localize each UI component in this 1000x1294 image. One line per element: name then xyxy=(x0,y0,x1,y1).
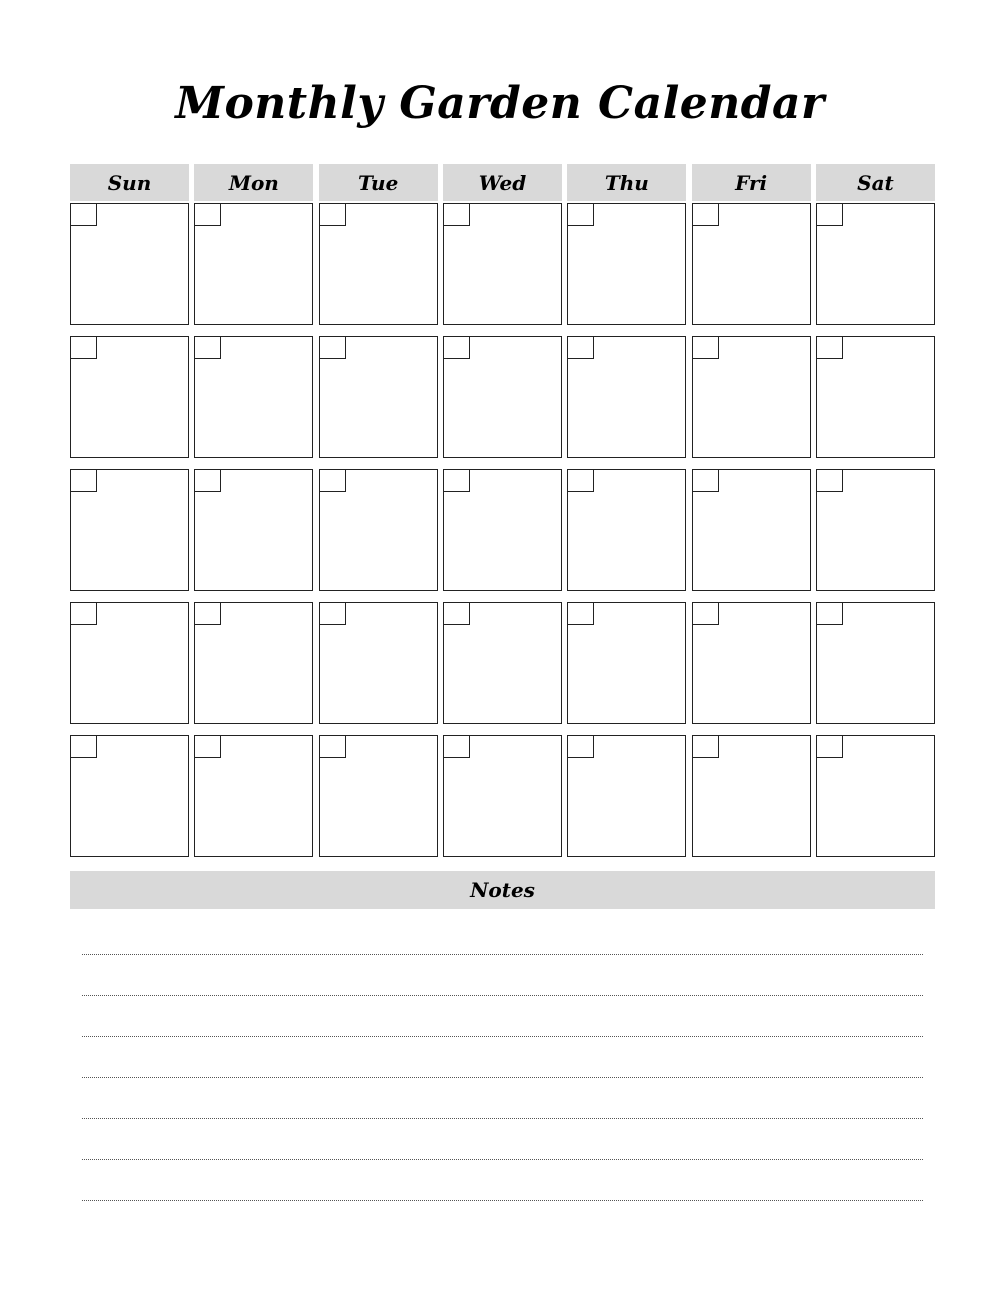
day-number-box[interactable] xyxy=(319,203,346,226)
day-cell[interactable] xyxy=(319,336,438,458)
weekday-header-tue: Tue xyxy=(319,164,438,201)
day-number-box[interactable] xyxy=(194,336,221,359)
day-cell[interactable] xyxy=(816,469,935,591)
calendar-grid xyxy=(70,164,935,868)
note-line[interactable] xyxy=(82,1159,923,1160)
day-number-box[interactable] xyxy=(567,602,594,625)
day-number-box[interactable] xyxy=(567,735,594,758)
day-cell[interactable] xyxy=(319,735,438,857)
day-number-box[interactable] xyxy=(692,336,719,359)
page-title: Monthly Garden Calendar xyxy=(175,78,825,129)
day-number-box[interactable] xyxy=(443,336,470,359)
day-number-box[interactable] xyxy=(692,735,719,758)
day-number-box[interactable] xyxy=(319,602,346,625)
day-number-box[interactable] xyxy=(194,735,221,758)
day-cell[interactable] xyxy=(567,602,686,724)
day-cell[interactable] xyxy=(816,336,935,458)
weekday-header-sun: Sun xyxy=(70,164,189,201)
day-cell[interactable] xyxy=(692,203,811,325)
day-cell[interactable] xyxy=(443,469,562,591)
day-cell[interactable] xyxy=(567,203,686,325)
day-cell[interactable] xyxy=(70,735,189,857)
day-number-box[interactable] xyxy=(816,602,843,625)
day-cell[interactable] xyxy=(319,602,438,724)
day-cell[interactable] xyxy=(567,336,686,458)
day-number-box[interactable] xyxy=(816,336,843,359)
note-line[interactable] xyxy=(82,1077,923,1078)
notes-header: Notes xyxy=(70,871,935,909)
day-number-box[interactable] xyxy=(816,469,843,492)
day-cell[interactable] xyxy=(194,469,313,591)
day-number-box[interactable] xyxy=(319,469,346,492)
note-line[interactable] xyxy=(82,1200,923,1201)
day-cell[interactable] xyxy=(692,336,811,458)
day-cell[interactable] xyxy=(70,336,189,458)
weekday-header-sat: Sat xyxy=(816,164,935,201)
day-cell[interactable] xyxy=(70,203,189,325)
day-number-box[interactable] xyxy=(692,602,719,625)
day-number-box[interactable] xyxy=(70,602,97,625)
day-cell[interactable] xyxy=(443,336,562,458)
day-cell[interactable] xyxy=(816,735,935,857)
day-cell[interactable] xyxy=(70,469,189,591)
week-row xyxy=(70,602,935,724)
week-row xyxy=(70,469,935,591)
day-cell[interactable] xyxy=(194,735,313,857)
day-cell[interactable] xyxy=(194,336,313,458)
day-number-box[interactable] xyxy=(70,203,97,226)
day-number-box[interactable] xyxy=(816,203,843,226)
day-cell[interactable] xyxy=(319,203,438,325)
day-number-box[interactable] xyxy=(443,735,470,758)
day-cell[interactable] xyxy=(816,602,935,724)
day-cell[interactable] xyxy=(443,735,562,857)
day-number-box[interactable] xyxy=(567,336,594,359)
day-number-box[interactable] xyxy=(70,336,97,359)
week-row xyxy=(70,336,935,458)
note-line[interactable] xyxy=(82,995,923,996)
day-cell[interactable] xyxy=(567,469,686,591)
day-number-box[interactable] xyxy=(816,735,843,758)
weekday-header-mon: Mon xyxy=(194,164,313,201)
day-cell[interactable] xyxy=(194,602,313,724)
day-cell[interactable] xyxy=(567,735,686,857)
day-cell[interactable] xyxy=(816,203,935,325)
day-cell[interactable] xyxy=(443,203,562,325)
day-number-box[interactable] xyxy=(443,203,470,226)
day-number-box[interactable] xyxy=(194,469,221,492)
day-number-box[interactable] xyxy=(567,203,594,226)
day-cell[interactable] xyxy=(692,469,811,591)
day-number-box[interactable] xyxy=(692,203,719,226)
day-cell[interactable] xyxy=(70,602,189,724)
note-line[interactable] xyxy=(82,954,923,955)
day-cell[interactable] xyxy=(692,735,811,857)
week-row xyxy=(70,735,935,857)
day-number-box[interactable] xyxy=(443,602,470,625)
weekday-header-fri: Fri xyxy=(692,164,811,201)
calendar-weeks xyxy=(70,203,935,857)
day-number-box[interactable] xyxy=(319,735,346,758)
week-row xyxy=(70,203,935,325)
day-cell[interactable] xyxy=(194,203,313,325)
note-line[interactable] xyxy=(82,1118,923,1119)
day-number-box[interactable] xyxy=(319,336,346,359)
day-number-box[interactable] xyxy=(194,602,221,625)
day-number-box[interactable] xyxy=(692,469,719,492)
day-number-box[interactable] xyxy=(567,469,594,492)
day-number-box[interactable] xyxy=(70,469,97,492)
day-number-box[interactable] xyxy=(443,469,470,492)
weekday-header-thu: Thu xyxy=(567,164,686,201)
day-cell[interactable] xyxy=(692,602,811,724)
weekday-header-wed: Wed xyxy=(443,164,562,201)
day-cell[interactable] xyxy=(443,602,562,724)
day-number-box[interactable] xyxy=(194,203,221,226)
weekday-header-row xyxy=(70,164,935,201)
note-line[interactable] xyxy=(82,1036,923,1037)
day-number-box[interactable] xyxy=(70,735,97,758)
day-cell[interactable] xyxy=(319,469,438,591)
